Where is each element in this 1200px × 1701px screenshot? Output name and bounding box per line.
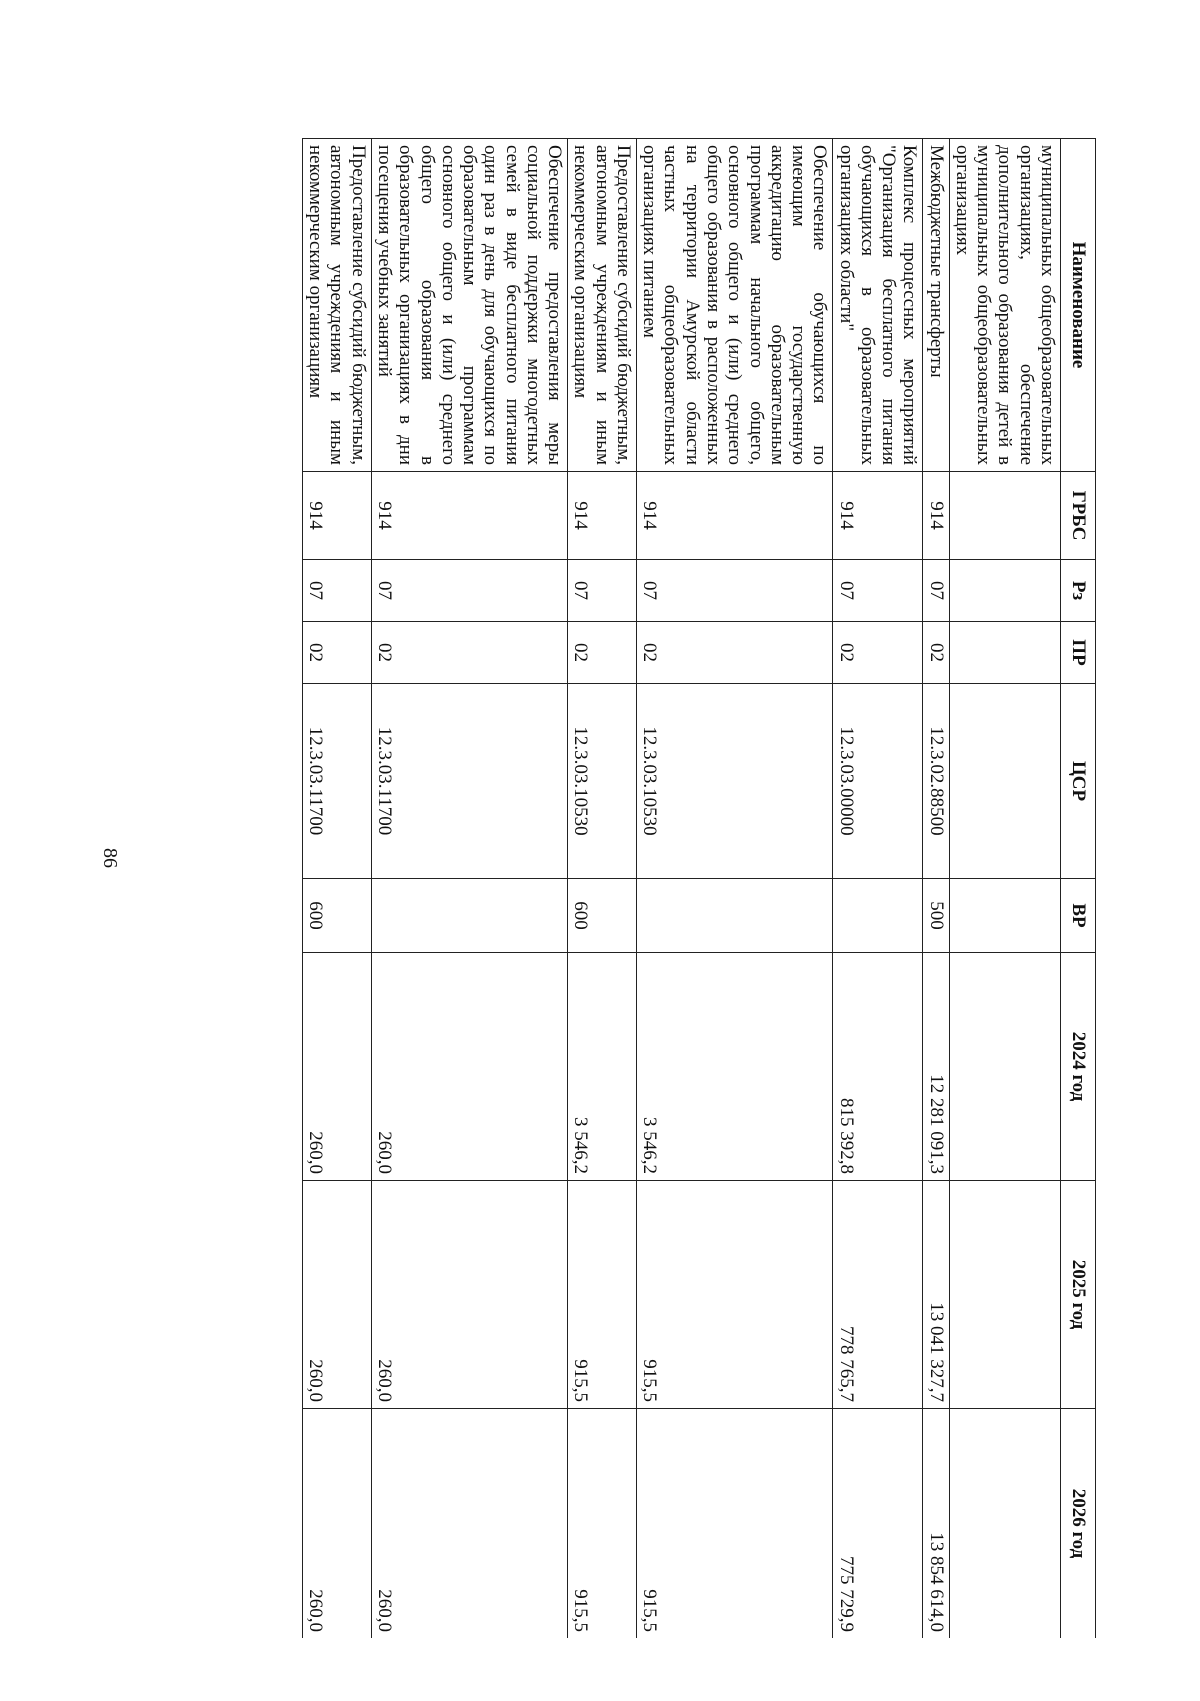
cell-vr [833, 879, 923, 953]
header-2024: 2024 год [1061, 953, 1096, 1181]
cell-grbs: 914 [568, 472, 637, 560]
cell-vr: 600 [568, 879, 637, 953]
cell-csr: 12.3.03.00000 [833, 684, 923, 879]
cell-name: Предоставление субсидий бюджетным, автономным учреждениям и иным некоммерческим организациям [568, 139, 637, 472]
cell-2026: 775 729,9 [833, 1409, 923, 1639]
header-vr: ВР [1061, 879, 1096, 953]
cell-grbs: 914 [833, 472, 923, 560]
table-row [833, 139, 923, 1639]
cell-name: муниципальных общеобразовательных организациях, обеспечение дополнительного образования детей в муниципальных общеобразовательных организациях [949, 139, 1060, 472]
cell-vr: 500 [923, 879, 949, 953]
header-pr: ПР [1061, 622, 1096, 684]
cell-csr: 12.3.03.11700 [302, 684, 371, 879]
cell-rz: 07 [833, 560, 923, 622]
cell-vr [636, 879, 832, 953]
cell-2024: 3 546,2 [568, 953, 637, 1181]
cell-pr: 02 [833, 622, 923, 684]
cell-rz: 07 [568, 560, 637, 622]
header-grbs: ГРБС [1061, 472, 1096, 560]
cell-2025: 13 041 327,7 [923, 1181, 949, 1409]
cell-2024: 260,0 [302, 953, 371, 1181]
cell-2025: 260,0 [371, 1181, 567, 1409]
cell-2026: 915,5 [568, 1409, 637, 1639]
cell-vr [371, 879, 567, 953]
header-rz: Рз [1061, 560, 1096, 622]
cell-pr: 02 [371, 622, 567, 684]
cell-vr [949, 879, 1060, 953]
cell-rz: 07 [371, 560, 567, 622]
header-row [1061, 139, 1096, 1639]
cell-2025: 778 765,7 [833, 1181, 923, 1409]
cell-csr [949, 684, 1060, 879]
cell-2026 [949, 1409, 1060, 1639]
rotated-page [182, 138, 1096, 1638]
cell-grbs: 914 [302, 472, 371, 560]
cell-grbs: 914 [923, 472, 949, 560]
header-csr: ЦСР [1061, 684, 1096, 879]
cell-rz [949, 560, 1060, 622]
cell-csr: 12.3.03.10530 [636, 684, 832, 879]
cell-2025: 260,0 [302, 1181, 371, 1409]
header-name: Наименование [1061, 139, 1096, 472]
cell-2024: 815 392,8 [833, 953, 923, 1181]
cell-csr: 12.3.03.10530 [568, 684, 637, 879]
cell-rz: 07 [923, 560, 949, 622]
header-2026: 2026 год [1061, 1409, 1096, 1639]
header-2025: 2025 год [1061, 1181, 1096, 1409]
cell-2026: 915,5 [636, 1409, 832, 1639]
cell-pr: 02 [302, 622, 371, 684]
cell-2025: 915,5 [636, 1181, 832, 1409]
cell-pr: 02 [568, 622, 637, 684]
cell-grbs: 914 [371, 472, 567, 560]
budget-table [302, 138, 1096, 1638]
cell-2024: 12 281 091,3 [923, 953, 949, 1181]
page-number: 86 [99, 848, 121, 868]
cell-pr: 02 [923, 622, 949, 684]
table-row [568, 139, 637, 1639]
cell-pr [949, 622, 1060, 684]
cell-pr: 02 [636, 622, 832, 684]
cell-rz: 07 [302, 560, 371, 622]
rotated-content [182, 138, 1096, 1638]
table-row [636, 139, 832, 1639]
cell-2024: 260,0 [371, 953, 567, 1181]
cell-2024 [949, 953, 1060, 1181]
cell-name: Предоставление субсидий бюджетным, автономным учреждениям и иным некоммерческим организациям [302, 139, 371, 472]
cell-2025 [949, 1181, 1060, 1409]
cell-2025: 915,5 [568, 1181, 637, 1409]
cell-2026: 13 854 614,0 [923, 1409, 949, 1639]
cell-2026: 260,0 [302, 1409, 371, 1639]
cell-csr: 12.3.02.88500 [923, 684, 949, 879]
cell-name: Межбюджетные трансферты [923, 139, 949, 472]
cell-rz: 07 [636, 560, 832, 622]
table-row [302, 139, 371, 1639]
table-row [949, 139, 1060, 1639]
cell-2024: 3 546,2 [636, 953, 832, 1181]
cell-name: Обеспечение предоставления меры социальной поддержки многодетных семей в виде бесплатного питания один раз в день для обучающихся по образовательным программам основного общего и (или) среднего общего образования в образовательных организациях в дни посещения учебных занятий [371, 139, 567, 472]
cell-grbs: 914 [636, 472, 832, 560]
cell-grbs [949, 472, 1060, 560]
cell-2026: 260,0 [371, 1409, 567, 1639]
cell-vr: 600 [302, 879, 371, 953]
table-row [371, 139, 567, 1639]
cell-name: Комплекс процессных мероприятий "Организация бесплатного питания обучающихся в образовательных организациях области" [833, 139, 923, 472]
cell-csr: 12.3.03.11700 [371, 684, 567, 879]
table-row [923, 139, 949, 1639]
cell-name: Обеспечение обучающихся по имеющим государственную аккредитацию образовательным программам начального общего, основного общего и (или) среднего общего образования в расположенных на территории Амурской области частных общеобразовательных организациях питанием [636, 139, 832, 472]
